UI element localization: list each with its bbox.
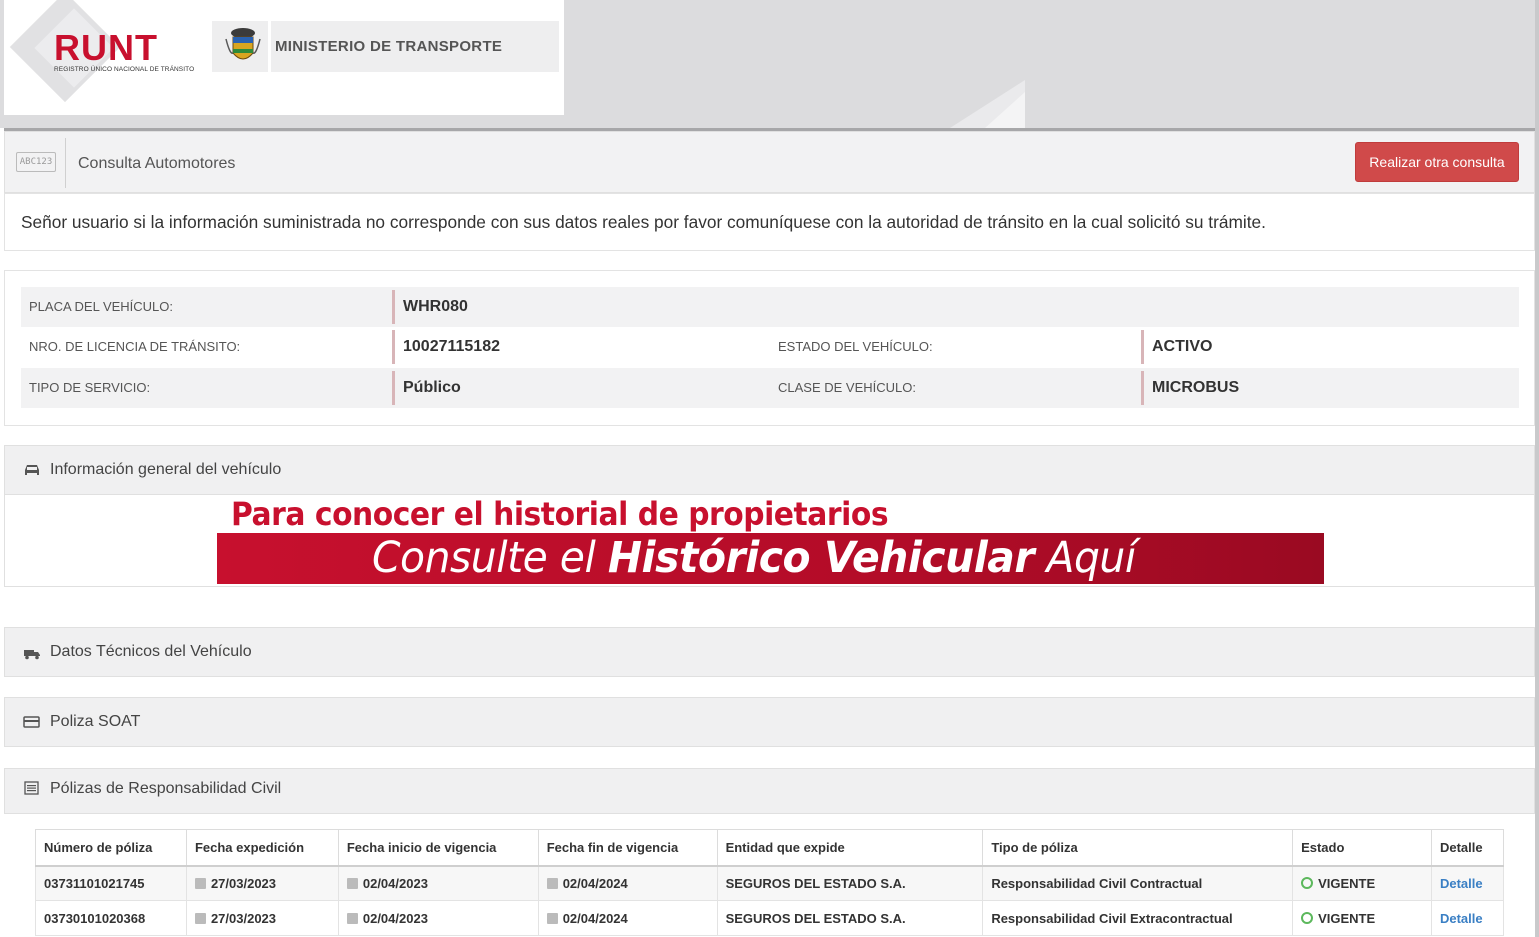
fecha-expedicion-value: 27/03/2023 — [210, 910, 277, 926]
tipo-poliza-cell: Responsabilidad Civil Contractual — [983, 866, 1293, 901]
estado-value: VIGENTE — [1318, 910, 1376, 926]
field-marker — [392, 290, 395, 324]
placa-label: PLACA DEL VEHÍCULO: — [29, 299, 174, 314]
column-header[interactable]: Fecha inicio de vigencia — [338, 830, 538, 866]
licencia-value: 10027115182 — [403, 338, 500, 355]
notice-text: Señor usuario si la información suministrada no corresponde con sus datos reales por favor comuníquese con la autoridad de tránsito en la cual solicitó su trámite. — [21, 212, 1266, 232]
calendar-icon — [347, 878, 358, 889]
banner-cta-text — [372, 533, 1136, 584]
toolbar-divider — [65, 138, 66, 188]
fecha-inicio-value: 02/04/2023 — [362, 875, 428, 891]
estado-value: VIGENTE — [1318, 875, 1376, 891]
section-datos-tecnicos[interactable] — [4, 627, 1535, 677]
vehicle-row-licencia — [21, 327, 1519, 367]
runt-logo[interactable]: RUNT — [54, 27, 158, 68]
column-header[interactable]: Tipo de póliza — [983, 830, 1293, 866]
entidad-cell: SEGUROS DEL ESTADO S.A. — [717, 901, 983, 936]
historico-vehicular-link[interactable] — [217, 533, 1324, 584]
estado-cell — [1293, 866, 1432, 901]
fecha-fin-cell — [538, 901, 717, 936]
calendar-icon — [547, 913, 558, 924]
column-header[interactable]: Fecha expedición — [186, 830, 338, 866]
consulta-toolbar — [4, 131, 1535, 193]
column-header[interactable]: Número de póliza — [36, 830, 187, 866]
calendar-icon — [195, 913, 206, 924]
ministry-name: MINISTERIO DE TRANSPORTE — [275, 38, 503, 55]
banner-cta-pre: Consulte el — [372, 533, 608, 583]
calendar-icon — [347, 913, 358, 924]
section-title-datos-tecnicos: Datos Técnicos del Vehículo — [50, 643, 252, 660]
section-polizas-rc[interactable] — [4, 768, 1535, 814]
check-circle-icon — [1301, 877, 1313, 889]
detalle-link[interactable]: Detalle — [1439, 910, 1483, 926]
placa-value: WHR080 — [403, 298, 468, 315]
page-scrollbar[interactable] — [1535, 0, 1539, 937]
table-row — [36, 901, 1504, 936]
servicio-label: TIPO DE SERVICIO: — [29, 380, 151, 395]
historico-banner — [4, 495, 1535, 587]
column-header[interactable]: Fecha fin de vigencia — [538, 830, 717, 866]
list-icon — [23, 781, 41, 795]
numero-poliza-cell: 03731101021745 — [36, 866, 187, 901]
fecha-inicio-cell — [338, 901, 538, 936]
field-marker — [392, 371, 395, 405]
calendar-icon — [547, 878, 558, 889]
vehicle-row-placa — [21, 287, 1519, 327]
column-header[interactable]: Estado — [1293, 830, 1432, 866]
vehicle-summary — [4, 270, 1535, 426]
detalle-link[interactable]: Detalle — [1439, 875, 1483, 891]
page-title: Consulta Automotores — [78, 155, 236, 172]
car-icon — [23, 463, 41, 477]
clase-label: CLASE DE VEHÍCULO: — [778, 380, 916, 395]
detalle-cell — [1431, 866, 1503, 901]
estado-label: ESTADO DEL VEHÍCULO: — [778, 339, 933, 354]
vehicle-row-servicio — [21, 368, 1519, 408]
fecha-fin-cell — [538, 866, 717, 901]
clase-value: MICROBUS — [1152, 379, 1240, 396]
header-logo-area — [4, 0, 564, 115]
truck-icon — [23, 646, 41, 660]
field-marker — [392, 330, 395, 364]
fecha-expedicion-value: 27/03/2023 — [210, 875, 277, 891]
credit-card-icon — [23, 715, 41, 729]
numero-poliza-cell: 03730101020368 — [36, 901, 187, 936]
section-info-general[interactable] — [4, 445, 1535, 495]
entidad-cell: SEGUROS DEL ESTADO S.A. — [717, 866, 983, 901]
user-notice — [4, 193, 1535, 251]
table-row — [36, 866, 1504, 901]
ministry-logo[interactable] — [212, 21, 559, 72]
colombia-coat-of-arms-icon — [220, 25, 266, 69]
fecha-fin-value: 02/04/2024 — [562, 910, 628, 926]
license-plate-icon: ABC123 — [16, 152, 56, 172]
detalle-cell — [1431, 901, 1503, 936]
banner-cta-post: Aquí — [1034, 533, 1136, 583]
fecha-fin-value: 02/04/2024 — [562, 875, 628, 891]
polizas-table-wrapper — [35, 829, 1504, 936]
fecha-expedicion-cell — [186, 901, 338, 936]
header-decoration-inner — [985, 92, 1025, 128]
section-title-info-general: Información general del vehículo — [50, 461, 282, 478]
section-title-soat: Poliza SOAT — [50, 713, 141, 730]
table-header-row — [36, 830, 1504, 866]
field-marker — [1141, 330, 1144, 364]
column-header[interactable]: Entidad que expide — [717, 830, 983, 866]
section-soat[interactable] — [4, 697, 1535, 747]
calendar-icon — [195, 878, 206, 889]
section-title-polizas-rc: Pólizas de Responsabilidad Civil — [50, 780, 282, 797]
estado-cell — [1293, 901, 1432, 936]
column-header[interactable]: Detalle — [1431, 830, 1503, 866]
servicio-value: Público — [403, 379, 461, 396]
banner-heading: Para conocer el historial de propietarios — [231, 495, 889, 533]
estado-value: ACTIVO — [1152, 338, 1213, 355]
new-query-button[interactable]: Realizar otra consulta — [1355, 142, 1519, 182]
ministry-divider — [268, 21, 271, 72]
banner-cta-bold: Histórico Vehicular — [607, 533, 1035, 583]
runt-logo-subtitle: REGISTRO ÚNICO NACIONAL DE TRÁNSITO — [54, 66, 195, 73]
polizas-table — [35, 829, 1504, 936]
check-circle-icon — [1301, 912, 1313, 924]
field-marker — [1141, 371, 1144, 405]
tipo-poliza-cell: Responsabilidad Civil Extracontractual — [983, 901, 1293, 936]
fecha-inicio-value: 02/04/2023 — [362, 910, 428, 926]
licencia-label: NRO. DE LICENCIA DE TRÁNSITO: — [29, 339, 241, 354]
fecha-expedicion-cell — [186, 866, 338, 901]
fecha-inicio-cell — [338, 866, 538, 901]
